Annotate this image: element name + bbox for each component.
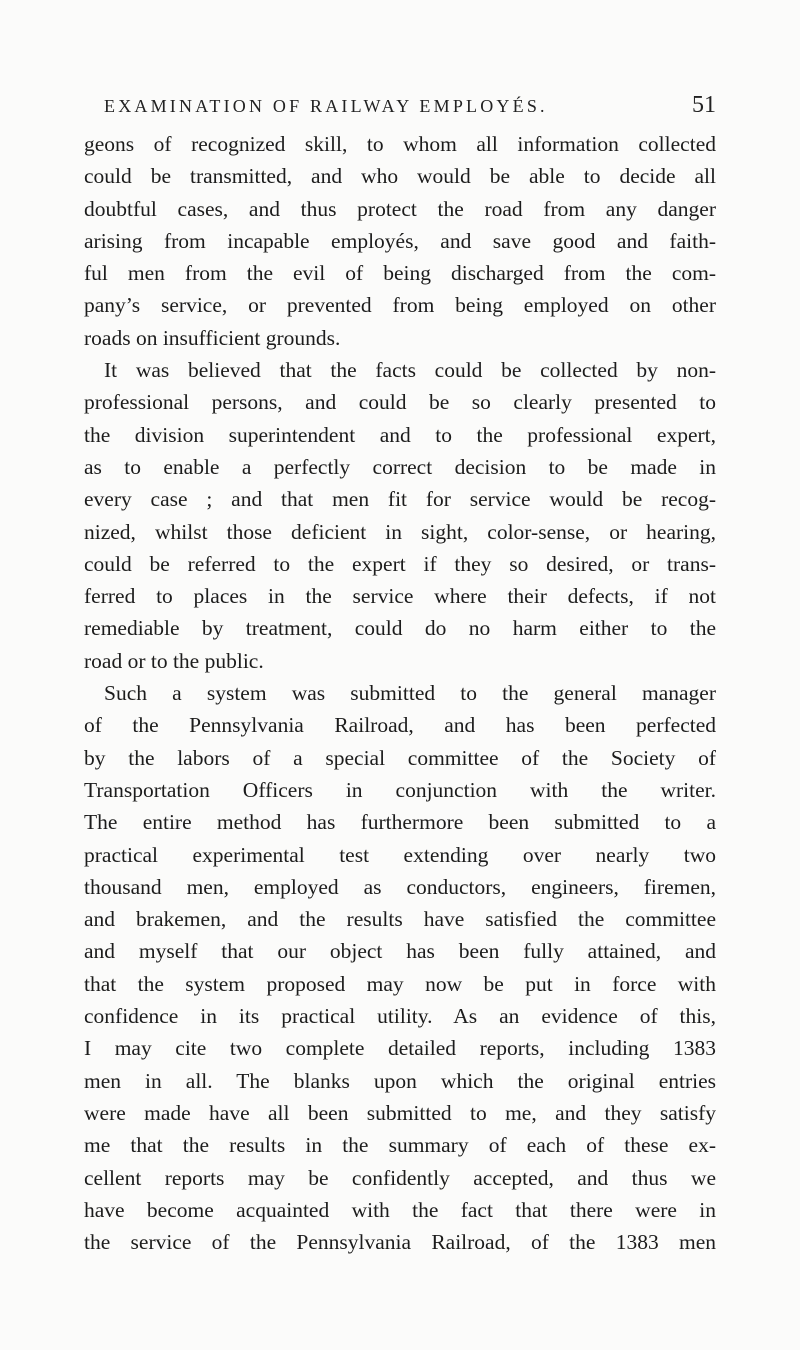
text-line: were made have all been submitted to me, and they satisfy xyxy=(84,1100,716,1125)
text-line: could be referred to the expert if they so desired, or trans- xyxy=(84,551,716,576)
text-line: road or to the public. xyxy=(84,648,264,673)
text-line: thousand men, employed as conductors, engineers, firemen, xyxy=(84,874,716,899)
text-line: ferred to places in the service where their defects, if not xyxy=(84,584,716,609)
text-line: I may cite two complete detailed reports, including 1383 xyxy=(84,1036,716,1061)
text-line: as to enable a perfectly correct decision to be made in xyxy=(84,454,716,479)
running-header xyxy=(104,92,716,120)
text-line: ful men from the evil of being discharged from the com- xyxy=(84,261,716,286)
page-number: 51 xyxy=(692,92,716,118)
text-line: and myself that our object has been fully attained, and xyxy=(84,939,716,964)
text-line: me that the results in the summary of each of these ex- xyxy=(84,1133,716,1158)
text-line: geons of recognized skill, to whom all information collected xyxy=(84,132,716,156)
text-line: pany’s service, or prevented from being employed on other xyxy=(84,293,716,318)
text-line: doubtful cases, and thus protect the road from any danger xyxy=(84,196,716,221)
text-line: and brakemen, and the results have satisfied the committee xyxy=(84,907,716,932)
running-title: EXAMINATION OF RAILWAY EMPLOYÉS. xyxy=(104,96,548,116)
text-line: that the system proposed may now be put in force with xyxy=(84,971,716,996)
text-line: professional persons, and could be so clearly presented to xyxy=(84,390,716,415)
text-line: nized, whilst those deficient in sight, color-sense, or hearing, xyxy=(84,519,716,544)
text-line: Transportation Officers in conjunction with the writer. xyxy=(84,777,716,802)
text-line: could be transmitted, and who would be able to decide all xyxy=(84,164,716,189)
text-line: every case ; and that men fit for service would be recog- xyxy=(84,487,716,512)
text-line: cellent reports may be confidently accepted, and thus we xyxy=(84,1165,716,1190)
text-line: of the Pennsylvania Railroad, and has been perfected xyxy=(84,713,716,738)
body-text xyxy=(84,128,716,1258)
text-line: The entire method has furthermore been submitted to a xyxy=(84,810,716,835)
text-line: men in all. The blanks upon which the original entries xyxy=(84,1068,716,1093)
text-line: roads on insufficient grounds. xyxy=(84,325,341,350)
text-line: by the labors of a special committee of the Society of xyxy=(84,745,716,770)
text-line: remediable by treatment, could do no harm either to the xyxy=(84,616,716,641)
text-line: practical experimental test extending over nearly two xyxy=(84,842,716,867)
text-line: the division superintendent and to the professional expert, xyxy=(84,422,716,447)
text-line: confidence in its practical utility. As an evidence of this, xyxy=(84,1004,716,1029)
text-line: It was believed that the facts could be collected by non- xyxy=(104,358,716,383)
text-line: have become acquainted with the fact that there were in xyxy=(84,1197,716,1222)
text-line: Such a system was submitted to the general manager xyxy=(104,681,716,706)
text-line: the service of the Pennsylvania Railroad, of the 1383 men xyxy=(84,1230,716,1255)
text-line: arising from incapable employés, and save good and faith- xyxy=(84,228,716,253)
